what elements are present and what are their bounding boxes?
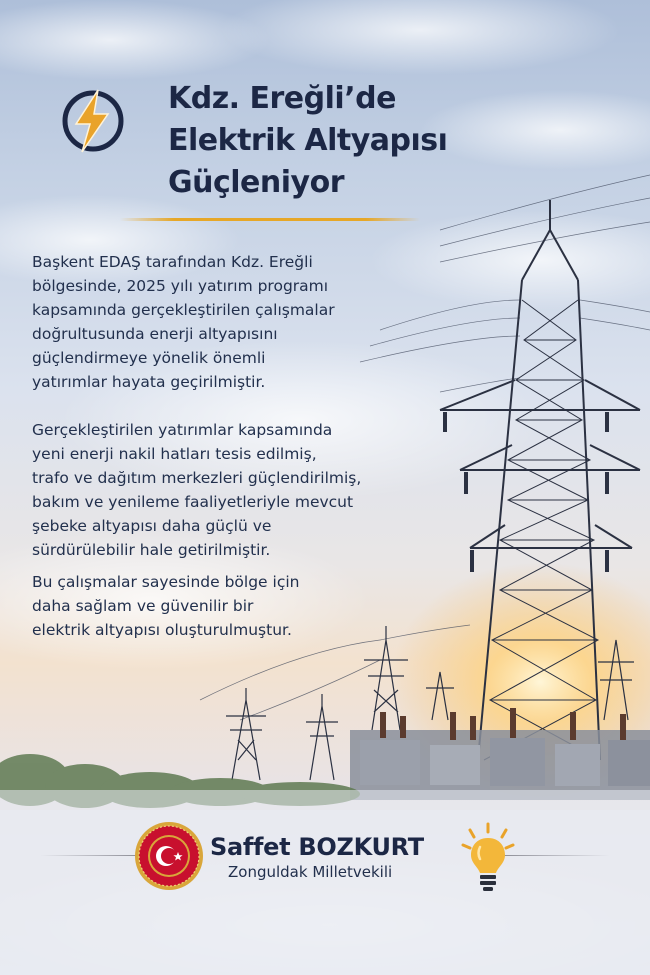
body-line: doğrultusunda enerji altyapısını	[32, 325, 278, 343]
deputy-title: Zonguldak Milletvekili	[228, 863, 393, 881]
body-line: elektrik altyapısı oluşturulmuştur.	[32, 621, 292, 639]
body-line: bölgesinde, 2025 yılı yatırım programı	[32, 277, 329, 295]
title-line-1: Kdz. Ereğli’de	[168, 81, 396, 116]
paragraph-1	[32, 250, 432, 394]
lightbulb-logo-icon	[460, 821, 516, 895]
body-line: kapsamında gerçekleştirilen çalışmalar	[32, 301, 335, 319]
tbmm-seal-icon	[133, 820, 205, 892]
paragraph-2	[32, 418, 432, 562]
article-body	[32, 250, 432, 642]
body-line: sürdürülebilir hale getirilmiştir.	[32, 541, 271, 559]
body-line: güçlendirmeye yönelik önemli	[32, 349, 266, 367]
lightning-bolt-icon	[58, 86, 128, 156]
body-line: Bu çalışmalar sayesinde bölge için	[32, 573, 300, 591]
body-line: trafo ve dağıtım merkezleri güçlendirilmiş,	[32, 469, 362, 487]
title-divider	[120, 218, 420, 221]
title-block	[58, 78, 528, 228]
substation-equipment	[350, 708, 650, 800]
footer-divider-right	[500, 855, 610, 856]
body-line: şebeke altyapısı daha güçlü ve	[32, 517, 272, 535]
body-line: bakım ve yenileme faaliyetleriyle mevcut	[32, 493, 354, 511]
body-line: yatırımlar hayata geçirilmiştir.	[32, 373, 266, 391]
footer-signature	[0, 815, 650, 905]
body-line: daha sağlam ve güvenilir bir	[32, 597, 254, 615]
title-line-3: Güçleniyor	[168, 165, 344, 200]
paragraph-3	[32, 570, 432, 642]
page-title	[168, 78, 528, 204]
body-line: Başkent EDAŞ tarafından Kdz. Ereğli	[32, 253, 313, 271]
body-line: yeni enerji nakil hatları tesis edilmiş,	[32, 445, 317, 463]
title-line-2: Elektrik Altyapısı	[168, 123, 448, 158]
body-line: Gerçekleştirilen yatırımlar kapsamında	[32, 421, 333, 439]
footer-divider-left	[40, 855, 140, 856]
deputy-name: Saffet BOZKURT	[210, 833, 424, 861]
